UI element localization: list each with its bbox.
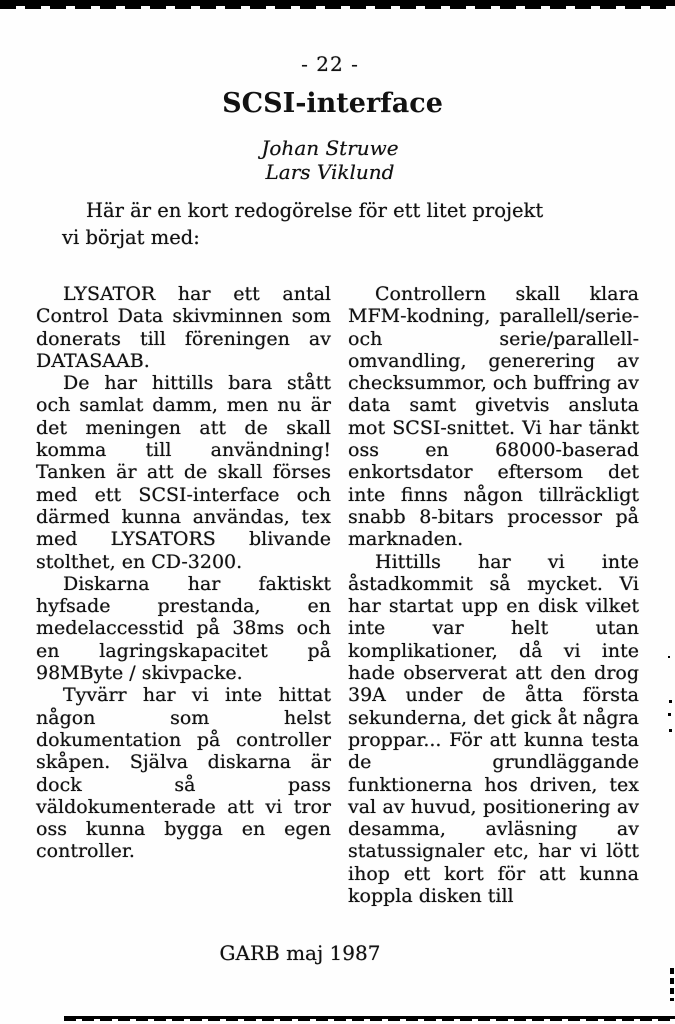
left-paragraph-4: Tyvärr har vi inte hittat någon som helst dokumentation på controller skåpen. Själva diskarna är dock så pass väldokumenterade att vi tror oss kunna bygga en egen controller. bbox=[36, 684, 331, 863]
scan-speck bbox=[668, 713, 671, 716]
right-column bbox=[348, 283, 639, 907]
scan-speck bbox=[669, 729, 672, 732]
scan-right-edge-artifact bbox=[670, 968, 674, 1001]
article-title: SCSI-interface bbox=[222, 88, 443, 119]
intro-paragraph: Här är en kort redogörelse för ett litet projekt vi börjat med: bbox=[62, 199, 544, 249]
left-paragraph-3: Diskarna har faktiskt hyfsade prestanda, en medelaccesstid på 38ms och en lagringskapacitet på 98MByte / skivpacke. bbox=[36, 572, 331, 685]
scan-top-edge-artifact bbox=[0, 0, 675, 11]
right-paragraph-1: Controllern skall klara MFM-kodning, parallell/serie- och serie/parallell-omvandling, generering av checksummor, och buffring av data samt givetvis ansluta mot SCSI-snittet. Vi har tänkt oss en 68000-baserad enkortsdator eftersom det inte finns någon tillräckligt snabb 8-bitars processor på marknaden. bbox=[348, 283, 639, 551]
left-paragraph-1: LYSATOR har ett antal Control Data skivminnen som donerats till föreningen av DATASAAB. bbox=[36, 283, 331, 372]
scan-bottom-edge-artifact bbox=[64, 1016, 675, 1021]
left-column bbox=[36, 283, 331, 863]
page-number: - 22 - bbox=[301, 52, 359, 76]
author-block bbox=[0, 136, 660, 184]
right-paragraph-2: Hittills har vi inte åstadkommit så mycket. Vi har startat upp en disk vilket inte var helt utan komplikationer, då vi inte hade observerat att den drog 39A under de åtta första sekunderna, det gick åt några proppar... För att kunna testa de grundläggande funktionerna hos driven, tex val av huvud, positionering av desamma, avläsning av statussignaler etc, har vi lött ihop ett kort för att kunna koppla disken till bbox=[348, 550, 639, 908]
author-name-2: Lars Viklund bbox=[265, 160, 395, 184]
scan-speck bbox=[668, 656, 670, 658]
page-footer: GARB maj 1987 bbox=[219, 941, 381, 965]
author-name-1: Johan Struwe bbox=[261, 136, 399, 160]
scan-speck bbox=[669, 700, 672, 703]
left-paragraph-2: De har hittills bara stått och samlat damm, men nu är det meningen att de skall komma till användning! Tanken är att de skall förses med ett SCSI-interface och därmed kunna användas, tex med LYSATORS blivande stolthet, en CD-3200. bbox=[36, 372, 331, 573]
